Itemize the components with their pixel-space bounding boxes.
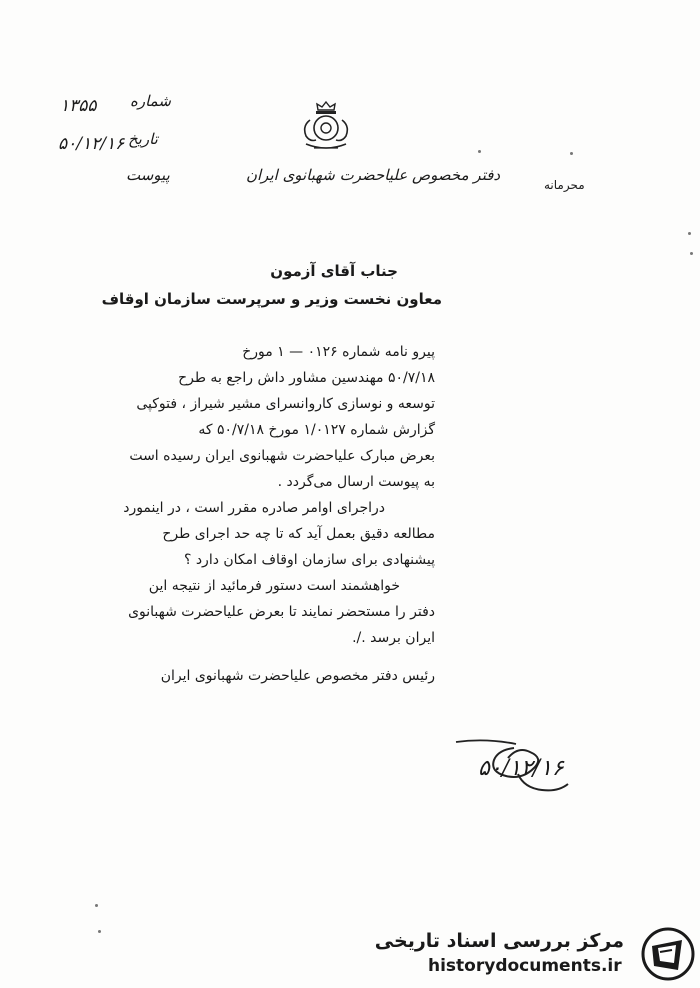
body-line: گزارش شماره ۱/۰۱۲۷ مورخ ۵۰/۷/۱۸ که (198, 422, 435, 438)
date-label: تاریخ (128, 130, 158, 148)
body-line: مطالعه دقیق بعمل آید که تا چه حد اجرای طرح (162, 526, 435, 542)
footer-website-link[interactable]: historydocuments.ir (428, 956, 622, 976)
date-value: ۵۰/۱۲/۱۶ (58, 134, 125, 154)
mark-dot (690, 252, 693, 255)
body-line: توسعه و نوسازی کاروانسرای مشیر شیراز ، فتوکپی (136, 396, 435, 412)
signatory-title: رئیس دفتر مخصوص علیاحضرت شهبانوی ایران (160, 668, 435, 684)
number-label: شماره (130, 92, 171, 110)
confidential-note: محرمانه (544, 178, 585, 192)
archive-logo-icon (640, 926, 696, 982)
number-value: ۱۳۵۵ (60, 96, 97, 116)
mark-dot (95, 904, 98, 907)
mark-dot (98, 930, 101, 933)
body-line: خواهشمند است دستور فرمائید از نتیجه این (148, 578, 400, 594)
body-line: بعرض مبارک علیاحضرت شهبانوی ایران رسیده است (129, 448, 435, 464)
body-line: به پیوست ارسال می‌گردد . (277, 474, 435, 490)
royal-crest-icon (296, 98, 356, 154)
office-name: دفتر مخصوص علیاحضرت شهبانوی ایران (246, 166, 501, 184)
body-line: ۵۰/۷/۱۸ مهندسین مشاور داش راجع به طرح (178, 370, 435, 386)
addressee-title: معاون نخست وزیر و سرپرست سازمان اوقاف (101, 290, 442, 308)
addressee-name: جناب آقای آزمون (270, 262, 398, 280)
body-line: پیشنهادی برای سازمان اوقاف امکان دارد ؟ (183, 552, 435, 568)
body-line: دراجرای اوامر صادره مقرر است ، در اینمورد (123, 500, 385, 516)
body-line: ایران برسد ./. (352, 630, 435, 646)
attachment-label: پیوست (126, 166, 170, 184)
mark-dot (570, 152, 573, 155)
footer-org-name: مرکز بررسی اسناد تاریخی (374, 930, 624, 952)
mark-dot (478, 150, 481, 153)
mark-dot (688, 232, 691, 235)
body-line: پیرو نامه شماره ۰۱۲۶ — ۱ مورخ (242, 344, 435, 360)
signature-date: ۵۰/۱۲/۱۶ (478, 756, 564, 781)
body-line: دفتر را مستحضر نمایند تا بعرض علیاحضرت شهبانوی (128, 604, 435, 620)
